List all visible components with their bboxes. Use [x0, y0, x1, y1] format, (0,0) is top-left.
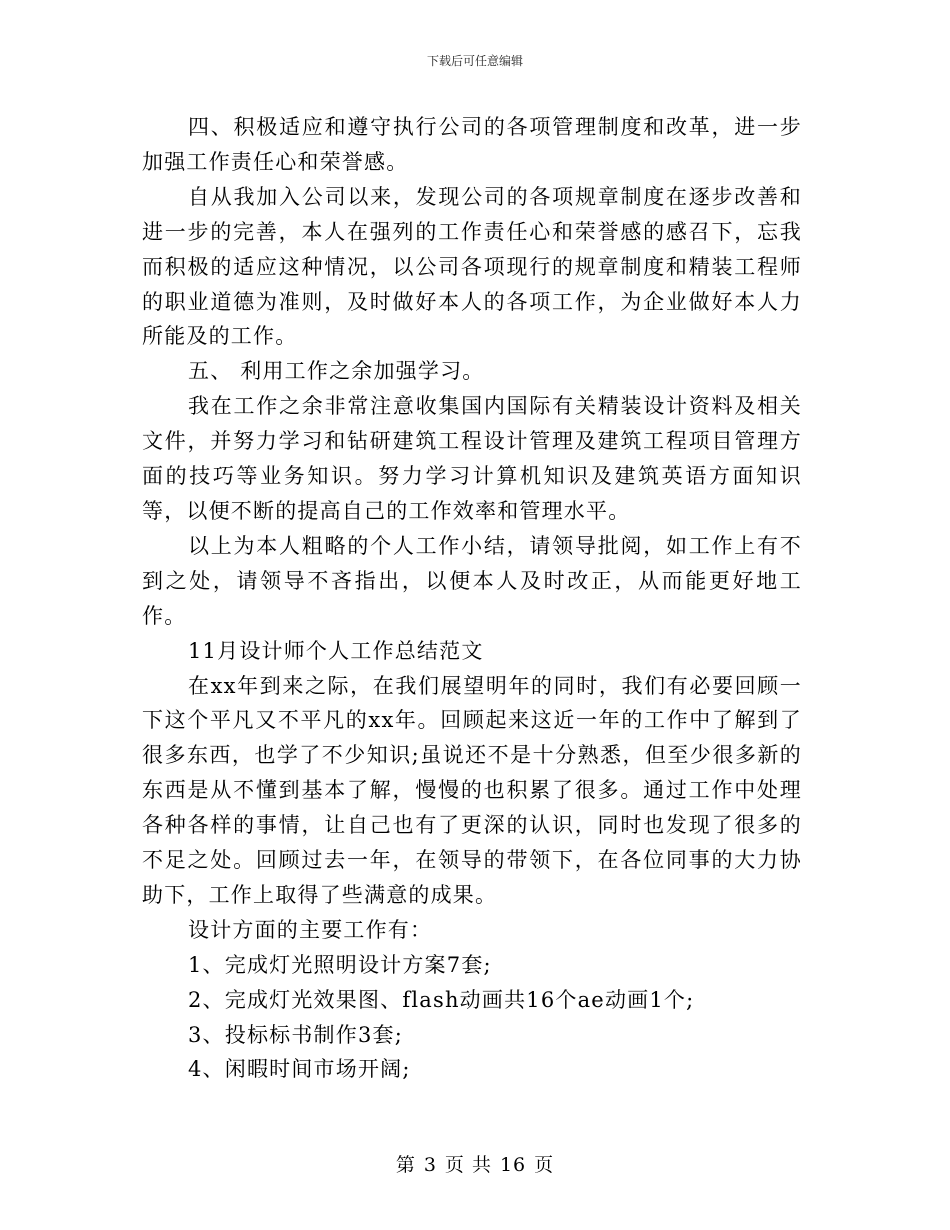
paragraph-1: 四、积极适应和遵守执行公司的各项管理制度和改革，进一步加强工作责任心和荣誉感。: [142, 115, 802, 174]
total-pages: 16: [499, 1154, 527, 1176]
paragraph-3: 五、 利用工作之余加强学习。: [188, 359, 485, 384]
document-body: [142, 110, 802, 1087]
list-item: 4、闲暇时间市场开阔;: [188, 1057, 411, 1082]
section-heading: 11月设计师个人工作总结范文: [188, 638, 484, 663]
page-number: 3: [423, 1154, 437, 1176]
footer-prefix: 第: [395, 1154, 416, 1176]
paragraph-6: 在xx年到来之际，在我们展望明年的同时，我们有必要回顾一下这个平凡又不平凡的xx年。回顾起来这近一年的工作中了解到了很多东西，也学了不少知识;虽说还不是十分熟悉，但至少很多新的东西是从不懂到基本了解，慢慢的也积累了很多。通过工作中处理各种各样的事情，让自己也有了更深的认识，同时也发现了很多的不足之处。回顾过去一年，在领导的带领下，在各位同事的大力协助下，工作上取得了些满意的成果。: [142, 673, 802, 907]
paragraph-2: 自从我加入公司以来，发现公司的各项规章制度在逐步改善和进一步的完善，本人在强列的工作责任心和荣誉感的感召下，忘我而积极的适应这种情况，以公司各项现行的规章制度和精装工程师的职业道德为准则，及时做好本人的各项工作，为企业做好本人力所能及的工作。: [142, 184, 802, 349]
paragraph-4: 我在工作之余非常注意收集国内国际有关精装设计资料及相关文件，并努力学习和钻研建筑工程设计管理及建筑工程项目管理方面的技巧等业务知识。努力学习计算机知识及建筑英语方面知识等，以便不断的提高自己的工作效率和管理水平。: [142, 394, 802, 523]
footer-suffix: 页: [534, 1154, 555, 1176]
page-footer: [0, 1153, 950, 1177]
paragraph-5: 以上为本人粗略的个人工作小结，请领导批阅，如工作上有不到之处，请领导不吝指出，以便本人及时改正，从而能更好地工作。: [142, 533, 802, 628]
footer-mid: 页 共: [444, 1154, 492, 1176]
list-item: 2、完成灯光效果图、flash动画共16个ae动画1个;: [188, 987, 695, 1012]
list-intro: 设计方面的主要工作有：: [188, 917, 433, 942]
page-header: 下载后可任意编辑: [426, 54, 523, 68]
list-item: 3、投标标书制作3套;: [188, 1022, 403, 1047]
list-item: 1、完成灯光照明设计方案7套;: [188, 952, 492, 977]
